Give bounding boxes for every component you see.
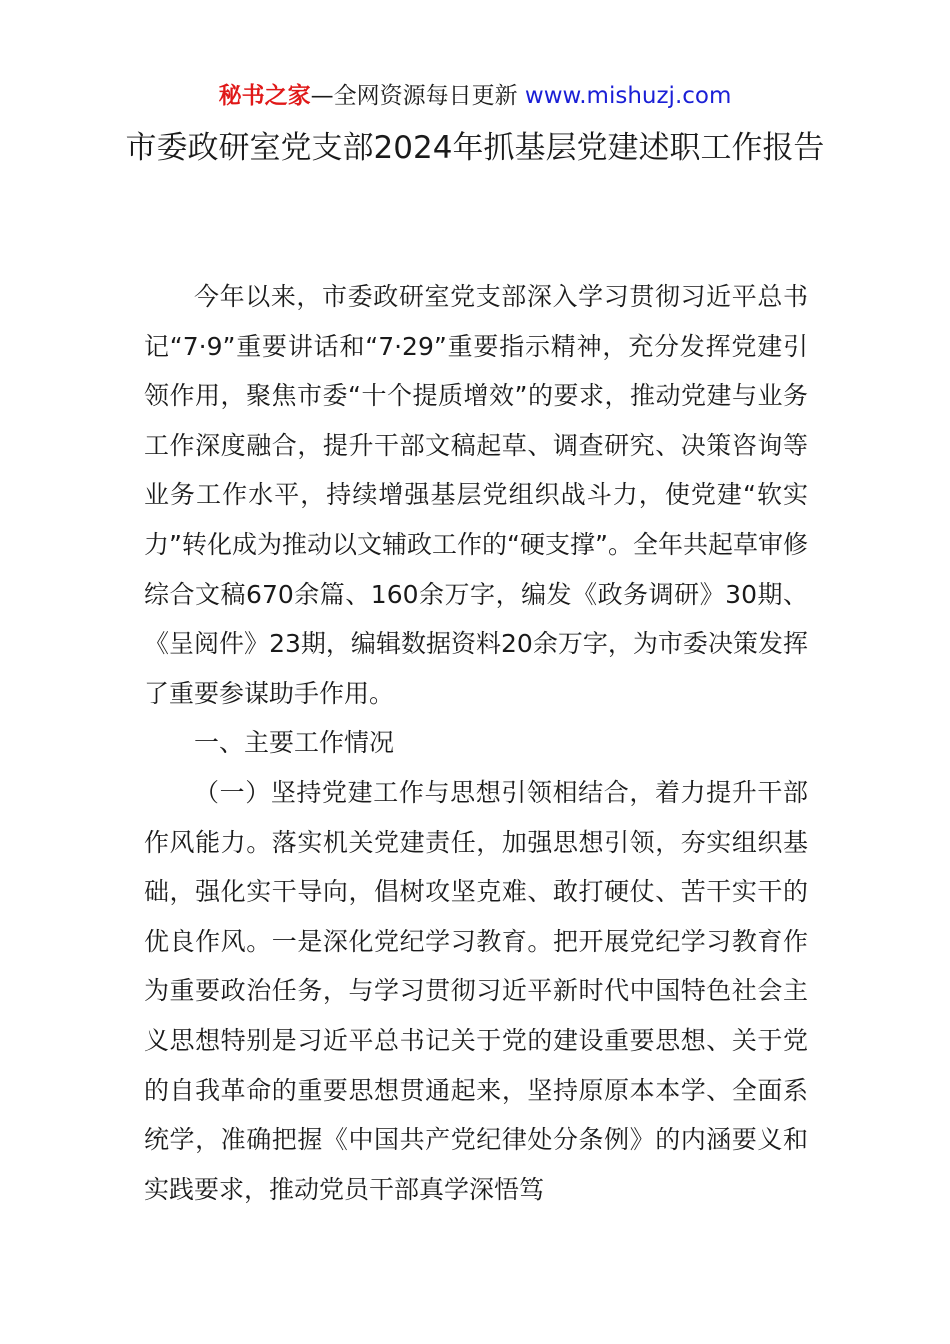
header-tagline: —全网资源每日更新 bbox=[310, 83, 525, 109]
section-heading: 一、主要工作情况 bbox=[194, 728, 395, 758]
intro-paragraph: 今年以来，市委政研室党支部深入学习贯彻习近平总书记“7·9”重要讲话和“7·29”重要指示精神，充分发挥党建引领作用，聚焦市委“十个提质增效”的要求，推动党建与业务工作深度融合，提升干部文稿起草、调查研究、决策咨询等业务工作水平，持续增强基层党组织战斗力，使党建“软实力”转化成为推动以文辅政工作的“硬支撑”。全年共起草审修综合文稿670余篇、160余万字，编发《政务调研》30期、《呈阅件》23期，编辑数据资料20余万字，为市委决策发挥了重要参谋助手作用。 bbox=[144, 282, 808, 708]
site-url-link[interactable]: www.mishuzj.com bbox=[524, 83, 732, 109]
document-title: 市委政研室党支部2024年抓基层党建述职工作报告 bbox=[125, 130, 825, 166]
site-header bbox=[0, 80, 950, 112]
document-body bbox=[144, 272, 808, 1214]
brand-name: 秘书之家 bbox=[218, 83, 311, 109]
body-paragraph: （一）坚持党建工作与思想引领相结合，着力提升干部作风能力。落实机关党建责任，加强思想引领，夯实组织基础，强化实干导向，倡树攻坚克难、敢打硬仗、苦干实干的优良作风。一是深化党纪学习教育。把开展党纪学习教育作为重要政治任务，与学习贯彻习近平新时代中国特色社会主义思想特别是习近平总书记关于党的建设重要思想、关于党的自我革命的重要思想贯通起来，坚持原原本本学、全面系统学，准确把握《中国共产党纪律处分条例》的内涵要义和实践要求，推动党员干部真学深悟笃 bbox=[144, 777, 808, 1204]
